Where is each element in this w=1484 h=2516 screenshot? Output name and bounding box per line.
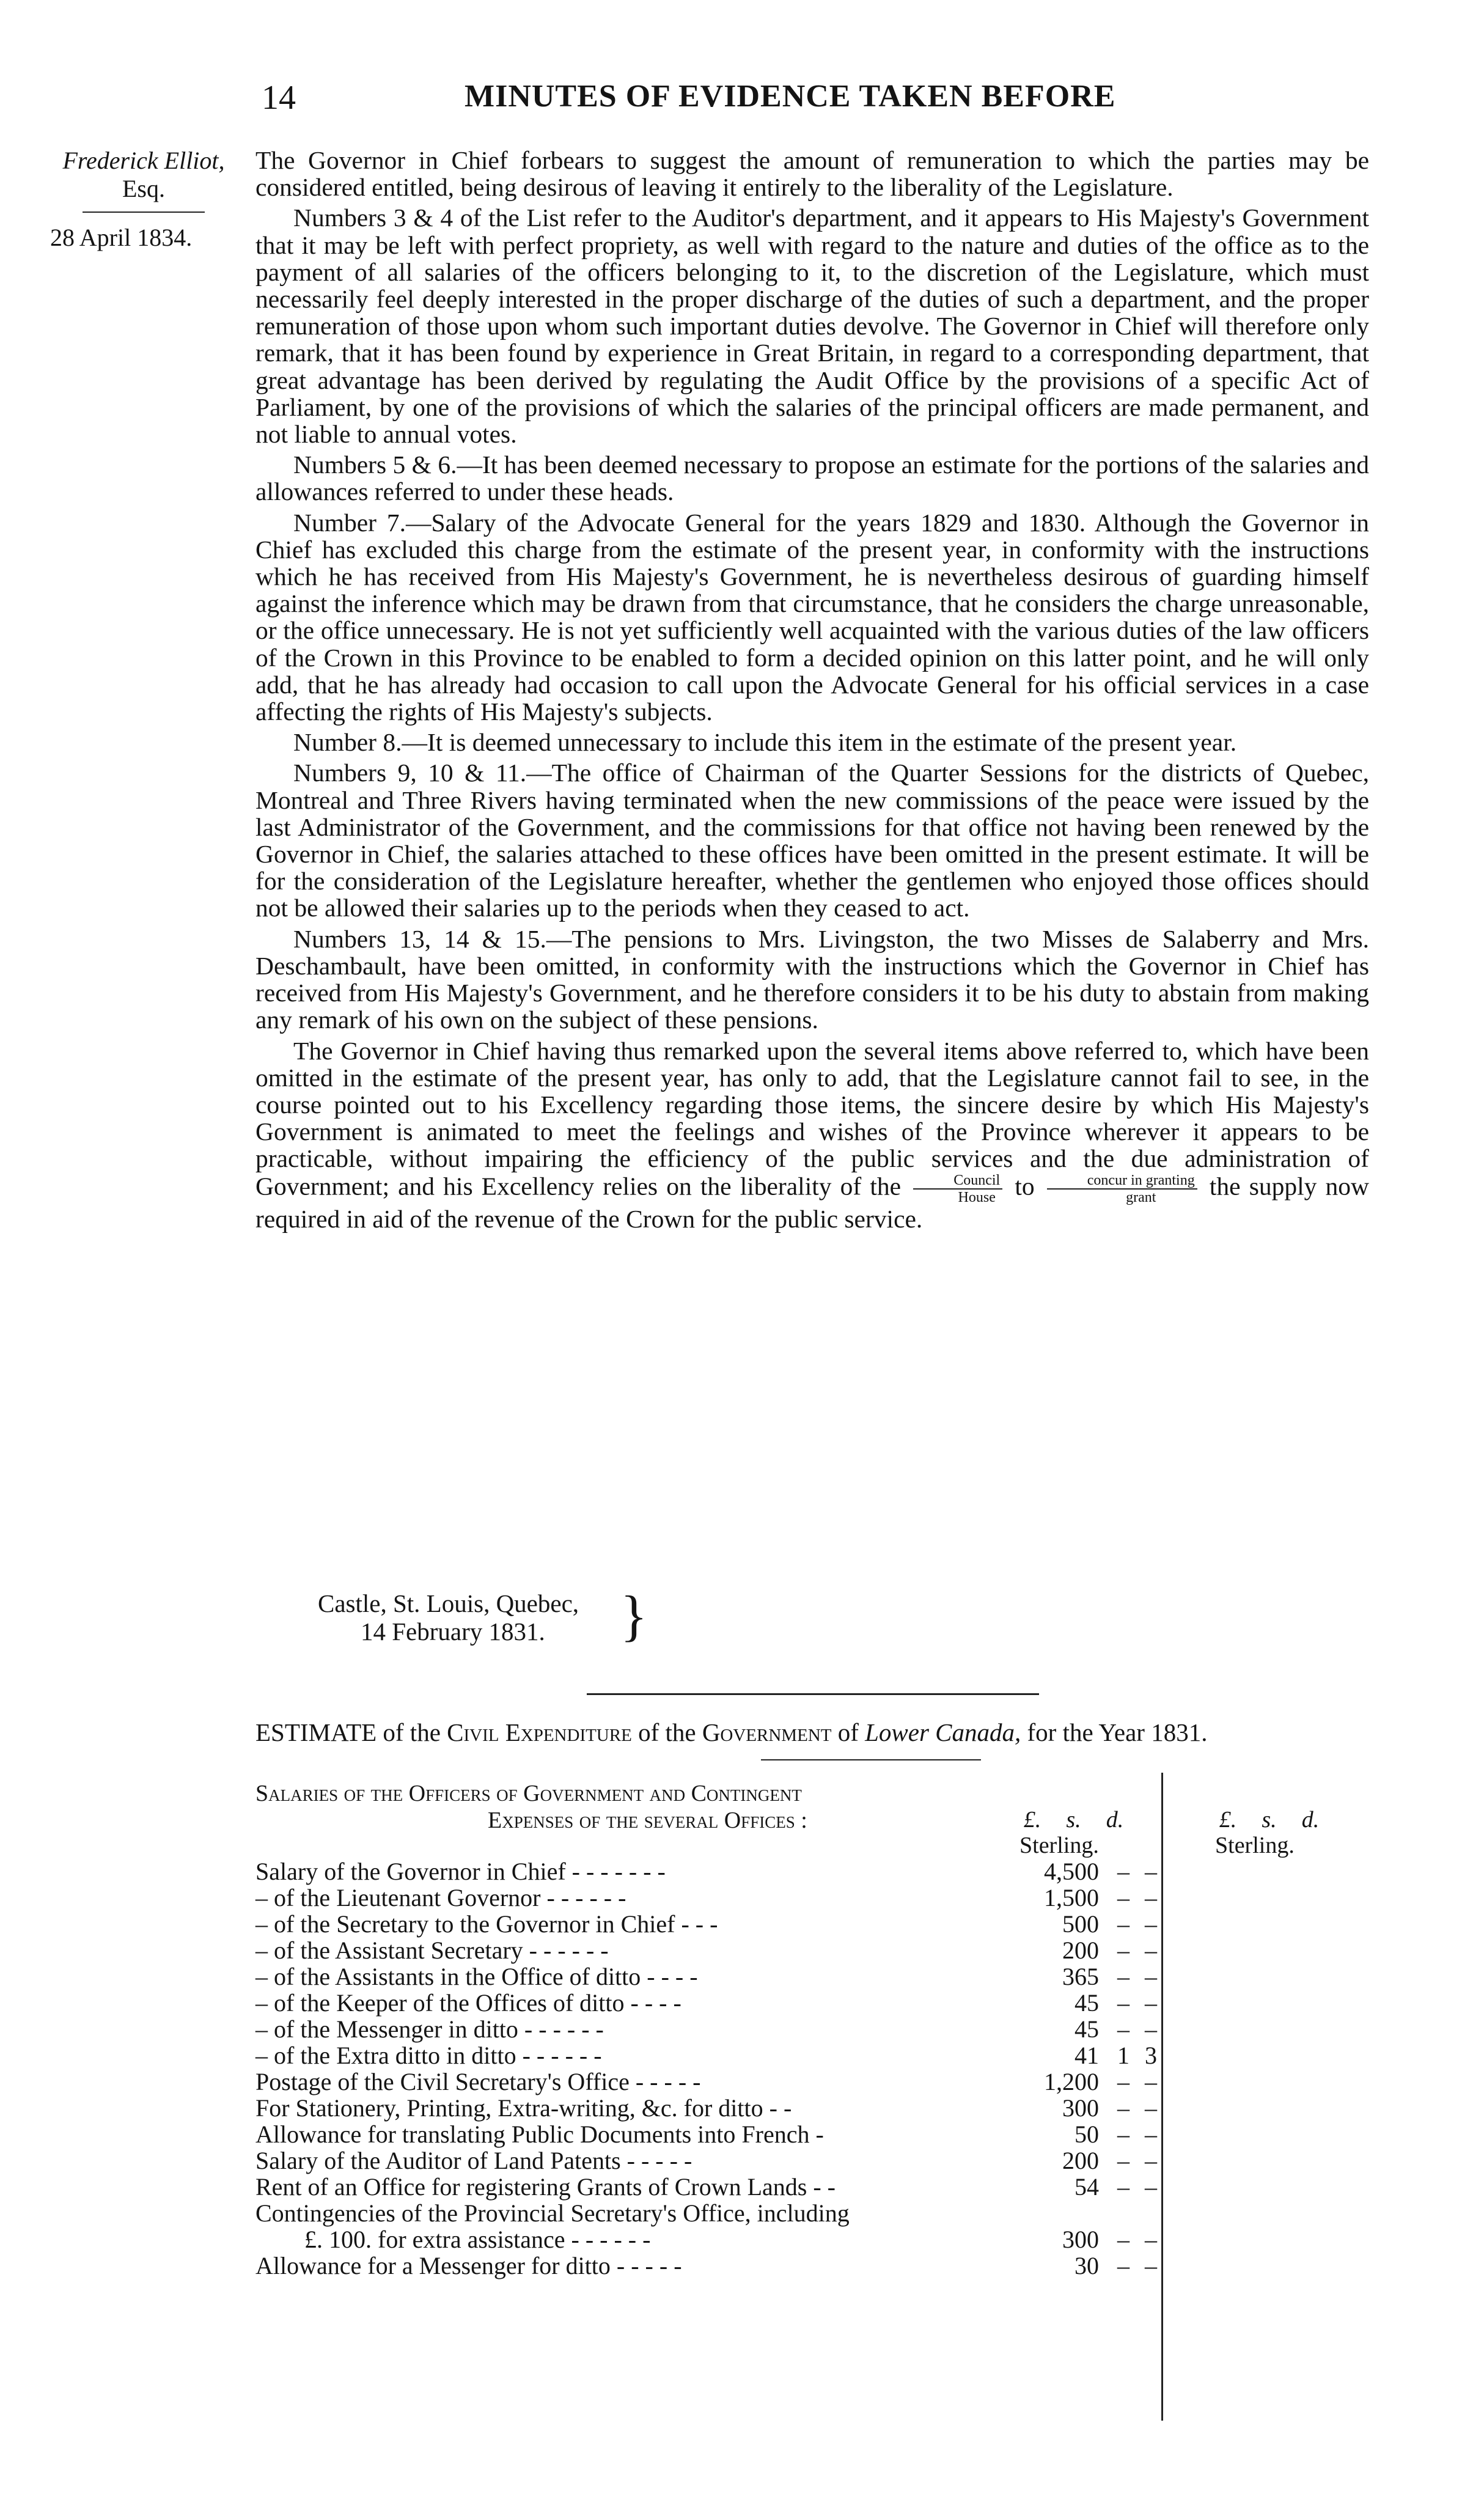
row-pounds: 50 <box>1074 2121 1099 2148</box>
row-pence: – <box>1145 2147 1157 2174</box>
row-pence: 3 <box>1145 2042 1157 2069</box>
col-pounds: £. <box>1219 1807 1237 1833</box>
row-label: Postage of the Civil Secretary's Office - - - - - <box>255 2068 701 2095</box>
witness-name: Frederick Elliot, <box>62 147 225 174</box>
col-pounds: £. <box>1023 1807 1041 1833</box>
table-row <box>255 2147 1160 2174</box>
table-row <box>255 1990 1160 2016</box>
row-pence: – <box>1145 2121 1157 2148</box>
row-shillings: – <box>1117 2147 1130 2174</box>
page-number: 14 <box>262 79 296 117</box>
estimate-table <box>255 1858 1160 2279</box>
row-shillings: – <box>1117 2173 1130 2201</box>
title-part: of the <box>638 1718 696 1746</box>
table-row <box>255 1937 1160 1963</box>
row-pounds: 1,500 <box>1044 1884 1099 1911</box>
signature-place: Castle, St. Louis, Quebec, <box>318 1589 579 1617</box>
signature-date: 14 February 1831. <box>361 1617 545 1646</box>
row-shillings: – <box>1117 1963 1130 1990</box>
column-header-total <box>1210 1807 1357 1858</box>
paragraph: Numbers 9, 10 & 11.—The office of Chairman of the Quarter Sessions for the districts of Quebec, Montreal and Three Rivers having terminated when the new commissions of the peace were issued by the last Administrator of the Government, and the commissions for that office not having been renewed by the Governor in Chief, the salaries attached to these offices have been omitted in the present estimate. It will be for the consideration of the Legislature hereafter, whether the gentlemen who enjoyed those offices should not be allowed their salaries up to the periods when they ceased to act. <box>255 759 1369 922</box>
estimate-title <box>255 1718 1207 1747</box>
margin-note <box>43 147 244 252</box>
table-row <box>255 2174 1160 2200</box>
paragraph: The Governor in Chief forbears to suggest the amount of remuneration to which the parties may be considered entitled, being desirous of leaving it entirely to the liberality of the Legislature. <box>255 146 1369 202</box>
section-divider <box>587 1693 1039 1695</box>
row-shillings: – <box>1117 2226 1130 2253</box>
title-part: Government <box>702 1718 832 1746</box>
section-heading-line: Salaries of the Officers of Government and Contingent <box>255 1781 802 1806</box>
fraction-numerator: concur in granting <box>1047 1172 1197 1190</box>
row-pence: – <box>1145 1963 1157 1990</box>
row-pence: – <box>1145 2252 1157 2279</box>
row-pounds: 500 <box>1062 1910 1099 1938</box>
table-row <box>255 2069 1160 2095</box>
column-header-amount <box>1015 1807 1174 1858</box>
table-row <box>255 1963 1160 1990</box>
row-label: Allowance for translating Public Documents into French - <box>255 2121 824 2148</box>
row-shillings: – <box>1117 1910 1130 1938</box>
fraction-denominator: House <box>958 1189 996 1205</box>
row-label: – of the Messenger in ditto - - - - - - <box>255 2015 604 2043</box>
row-label: £. 100. for extra assistance - - - - - - <box>304 2226 651 2253</box>
table-row <box>255 2253 1160 2279</box>
row-pence: – <box>1145 2068 1157 2095</box>
row-pence: – <box>1145 2226 1157 2253</box>
row-label: Salary of the Governor in Chief - - - - - - - <box>255 1858 666 1885</box>
table-row <box>255 2016 1160 2042</box>
row-pounds: 300 <box>1062 2226 1099 2253</box>
row-pence: – <box>1145 1884 1157 1911</box>
table-row <box>255 2095 1160 2121</box>
row-pence: – <box>1145 2015 1157 2043</box>
title-part: for the Year 1831. <box>1027 1718 1208 1746</box>
row-label: – of the Assistants in the Office of ditto - - - - <box>255 1963 698 1990</box>
row-pounds: 300 <box>1062 2094 1099 2122</box>
paragraph: Number 8.—It is deemed unnecessary to include this item in the estimate of the present year. <box>293 728 1237 757</box>
row-shillings: – <box>1117 1858 1130 1885</box>
col-pence: d. <box>1301 1807 1320 1833</box>
col-shillings: s. <box>1066 1807 1081 1833</box>
row-shillings: 1 <box>1117 2042 1130 2069</box>
row-pounds: 54 <box>1074 2173 1099 2201</box>
paragraph: Number 7.—Salary of the Advocate General for the years 1829 and 1830. Although the Governor in Chief has excluded this charge from the estimate of the present year, in conformity with the instructions which he has received from His Majesty's Government, he is nevertheless desirous of guarding himself against the inference which may be drawn from that circumstance, that he considers the charge unreasonable, or the office unnecessary. He is not yet sufficiently well acquainted with the various duties of the law officers of the Crown in this Province to be enabled to form a decided opinion on this latter point, and he will only add, that he has already had occasion to call upon the Advocate General for his official services in a case affecting the rights of His Majesty's subjects. <box>255 508 1369 726</box>
col-pence: d. <box>1106 1807 1124 1833</box>
row-pounds: 4,500 <box>1044 1858 1099 1885</box>
section-heading-line: Expenses of the several Offices : <box>488 1808 807 1833</box>
row-shillings: – <box>1117 2252 1130 2279</box>
final-paragraph <box>255 1037 1369 1232</box>
row-pounds: 41 <box>1074 2042 1099 2069</box>
row-shillings: – <box>1117 2094 1130 2122</box>
row-label: – of the Lieutenant Governor - - - - - - <box>255 1884 626 1911</box>
title-part: of <box>837 1718 859 1746</box>
row-pence: – <box>1145 2173 1157 2201</box>
table-row <box>255 1911 1160 1937</box>
fraction-numerator: Council <box>913 1172 1002 1190</box>
fraction-concur-grant <box>1047 1172 1197 1205</box>
row-label: Allowance for a Messenger for ditto - - - - - <box>255 2252 682 2279</box>
table-row <box>255 2121 1160 2147</box>
row-pence: – <box>1145 1910 1157 1938</box>
row-label: – of the Secretary to the Governor in Chief - - - <box>255 1910 718 1938</box>
paragraph: Numbers 5 & 6.—It has been deemed necessary to propose an estimate for the portions of the salaries and allowances referred to under these heads. <box>255 451 1369 506</box>
table-row <box>255 2200 1160 2226</box>
evidence-date: 28 April 1834. <box>50 224 193 251</box>
row-pence: – <box>1145 1937 1157 1964</box>
row-shillings: – <box>1117 1989 1130 2017</box>
col-shillings: s. <box>1262 1807 1277 1833</box>
row-shillings: – <box>1117 1884 1130 1911</box>
margin-rule <box>83 212 205 213</box>
fraction-council-house <box>913 1172 1002 1205</box>
row-label: For Stationery, Printing, Extra-writing, &c. for ditto - - <box>255 2094 792 2122</box>
row-pounds: 365 <box>1062 1963 1099 1990</box>
running-title: MINUTES OF EVIDENCE TAKEN BEFORE <box>465 79 1116 114</box>
final-paragraph-tail: the supply now required in aid of the revenue of the Crown for the public service. <box>255 1172 1369 1233</box>
row-pounds: 45 <box>1074 2015 1099 2043</box>
row-pounds: 30 <box>1074 2252 1099 2279</box>
paragraph: Numbers 3 & 4 of the List refer to the Auditor's department, and it appears to His Majesty's Government that it may be left with perfect propriety, as well with regard to the nature and duties of the office as to the payment of all salaries of the officers belonging to it, to the discretion of the Legislature, which must necessarily feel deeply interested in the proper discharge of the duties of such a department, and the proper remuneration of those upon whom such important duties devolve. The Governor in Chief will therefore only remark, that it has been found by experience in Great Britain, in regard to a corresponding department, that great advantage has been derived by regulating the Audit Office by the provisions of a specific Act of Parliament, by one of the provisions of which the salaries of the principal officers are made permanent, and not liable to annual votes. <box>255 204 1369 449</box>
brace-icon: } <box>620 1584 648 1647</box>
title-part: Civil Expenditure <box>447 1718 632 1746</box>
table-row <box>255 2042 1160 2069</box>
row-label: Salary of the Auditor of Land Patents - - - - - <box>255 2147 692 2174</box>
table-row <box>255 2226 1160 2253</box>
final-paragraph-text: The Governor in Chief having thus remarked upon the several items above referred to, which have been omitted in the estimate of the present year, has only to add, that the Legislature cannot fail to see, in the course pointed out to his Excellency regarding those items, the sincere desire by which His Majesty's Government is animated to meet the feelings and wishes of the Province wherever it appears to be practicable, without impairing the efficiency of the public services and the due administration of Government; and his Excellency relies on the liberality of the <box>255 1036 1369 1201</box>
col-unit: Sterling. <box>1019 1833 1099 1858</box>
row-pounds: 200 <box>1062 2147 1099 2174</box>
row-pounds: 45 <box>1074 1989 1099 2017</box>
title-part: ESTIMATE of the <box>255 1718 441 1746</box>
row-label: – of the Extra ditto in ditto - - - - - - <box>255 2042 602 2069</box>
table-rule <box>761 1759 981 1760</box>
row-shillings: – <box>1117 2068 1130 2095</box>
row-shillings: – <box>1117 2015 1130 2043</box>
signature-block <box>318 1589 579 1646</box>
row-label: Rent of an Office for registering Grants of Crown Lands - - <box>255 2173 836 2201</box>
row-pounds: 1,200 <box>1044 2068 1099 2095</box>
body-text <box>255 147 1369 1236</box>
row-shillings: – <box>1117 2121 1130 2148</box>
row-label: – of the Keeper of the Offices of ditto - - - - <box>255 1989 681 2017</box>
row-label: – of the Assistant Secretary - - - - - - <box>255 1937 609 1964</box>
section-heading <box>255 1780 1013 1834</box>
table-row <box>255 1885 1160 1911</box>
row-pence: – <box>1145 1989 1157 2017</box>
title-place: Lower Canada, <box>865 1718 1021 1746</box>
witness-title: Esq. <box>122 175 165 202</box>
table-row <box>255 1858 1160 1885</box>
row-shillings: – <box>1117 1937 1130 1964</box>
row-pence: – <box>1145 2094 1157 2122</box>
row-pounds: 200 <box>1062 1937 1099 1964</box>
fraction-denominator: grant <box>1126 1189 1156 1205</box>
paragraph: Numbers 13, 14 & 15.—The pensions to Mrs. Livingston, the two Misses de Salaberry and Mrs. Deschambault, have been omitted, in conformity with the instructions which the Governor in Chief has received from His Majesty's Government, and he therefore considers it to be his duty to abstain from making any remark of his own on the subject of these pensions. <box>255 924 1369 1034</box>
row-label: Contingencies of the Provincial Secretary's Office, including <box>255 2199 850 2227</box>
connector-word: to <box>1015 1172 1035 1201</box>
row-pence: – <box>1145 1858 1157 1885</box>
col-unit: Sterling. <box>1215 1833 1295 1858</box>
